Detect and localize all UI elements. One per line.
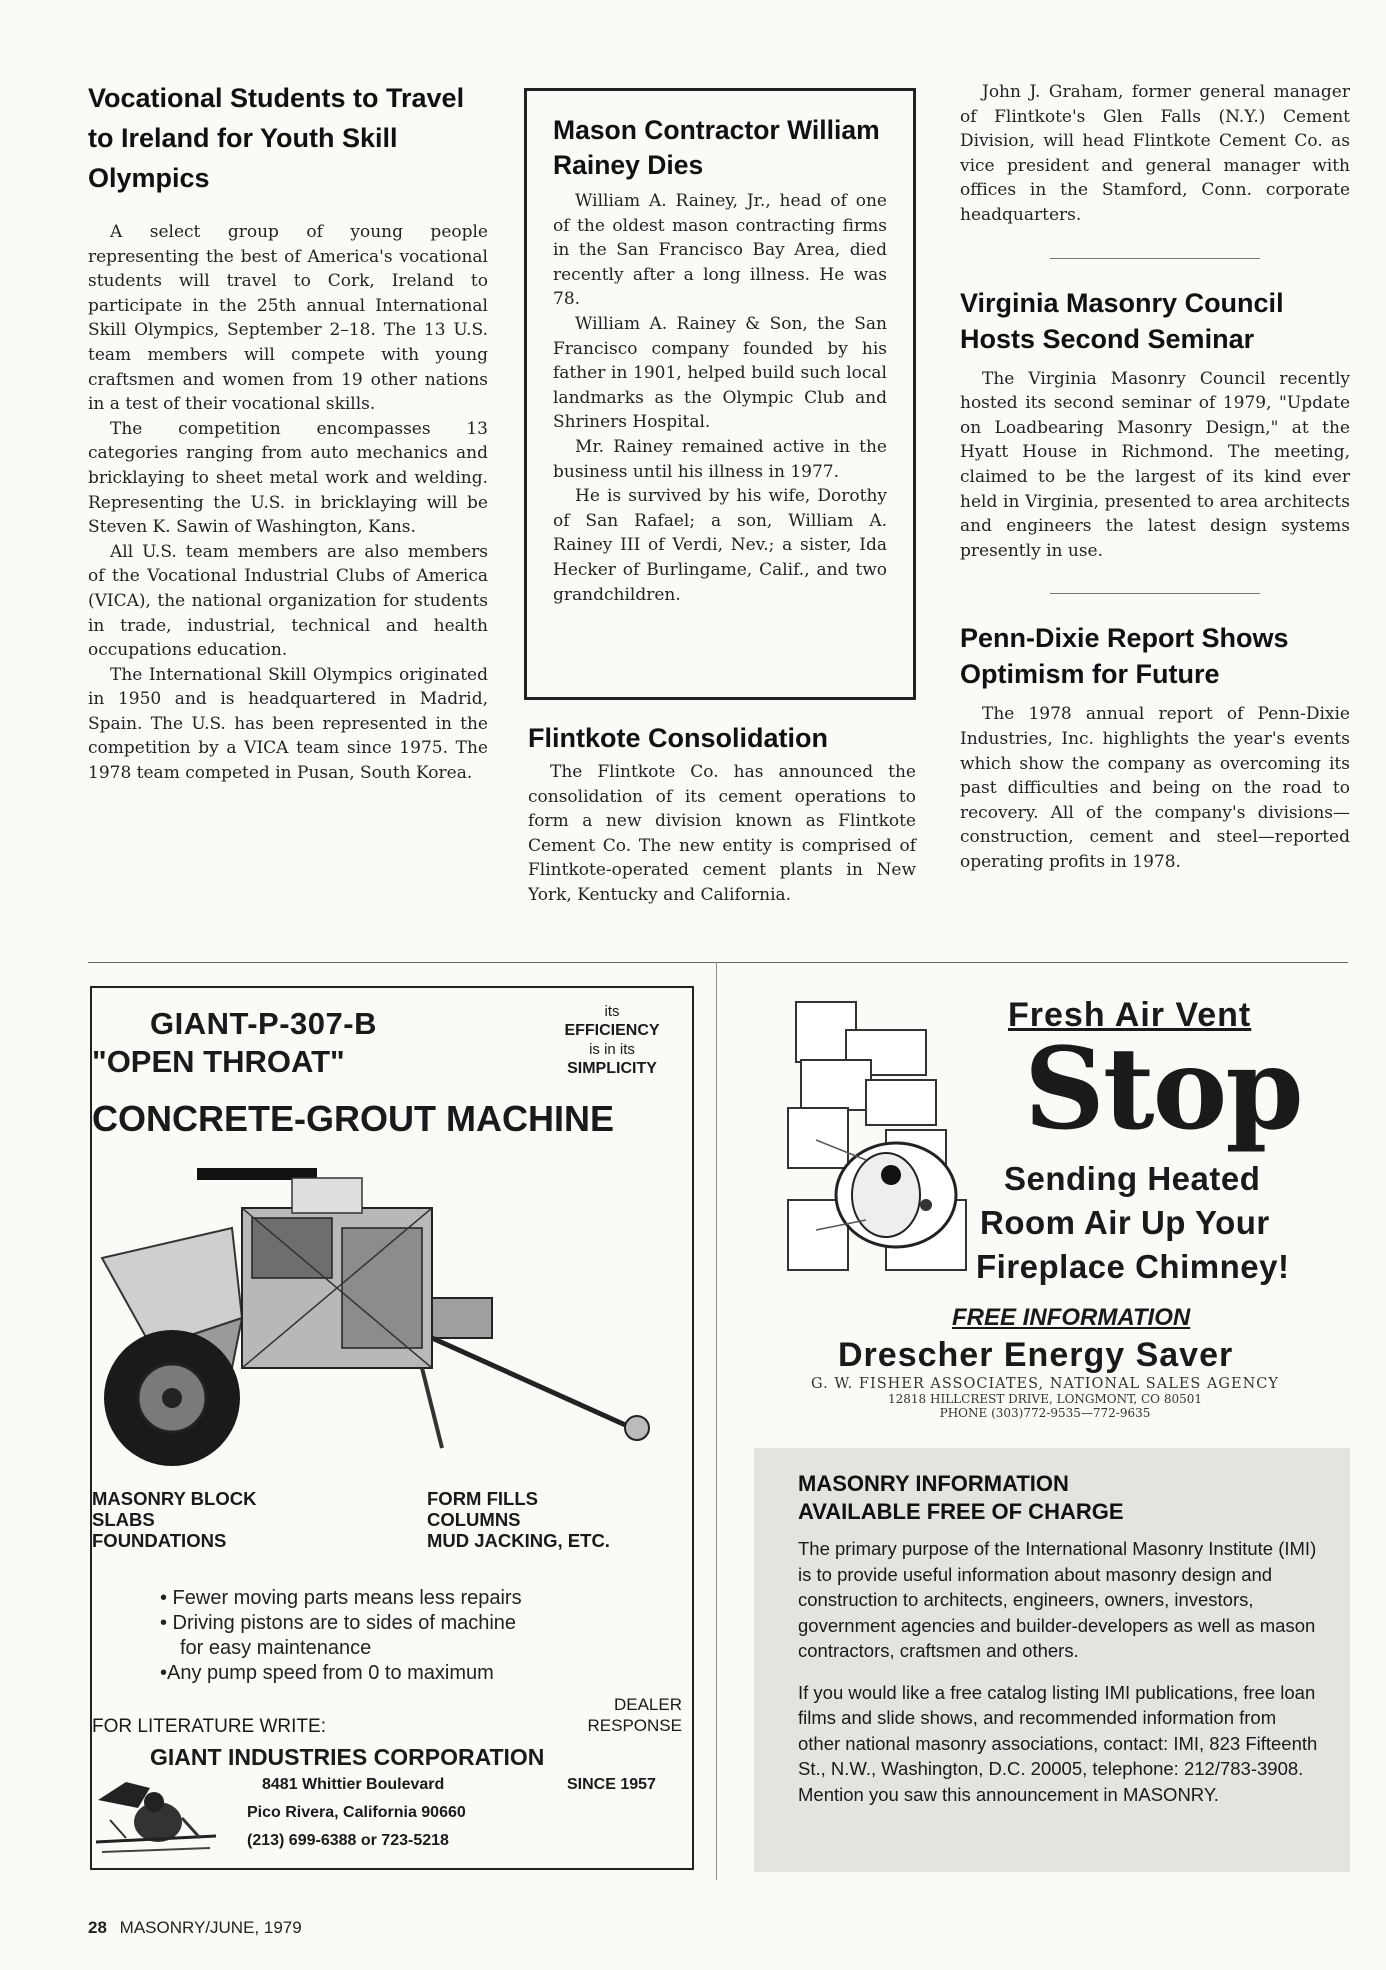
agency-info [740,1376,1350,1420]
use-item: FORM FILLS [427,1488,538,1509]
rainey-obituary-box [524,88,916,700]
vent-title: Fresh Air Vent [1008,996,1252,1034]
model-number: GIANT-P-307-B [150,1006,377,1041]
company-phone: (213) 699-6388 or 723-5218 [247,1832,449,1849]
divider [1050,593,1260,594]
article-flintkote-consolidation [528,720,916,908]
use-item: MUD JACKING, ETC. [427,1530,610,1551]
use-item: FOUNDATIONS [92,1530,227,1551]
publication-date: MASONRY/JUNE, 1979 [119,1918,302,1937]
imi-title [798,1470,1124,1526]
imi-title-line: AVAILABLE FREE OF CHARGE [798,1499,1124,1524]
paragraph: All U.S. team members are also members of the Vocational Industrial Clubs of America (VICA), the national organization for students in trade, industrial, technical and health occupations education. [88,541,488,661]
article-title: Flintkote Consolidation [528,723,828,753]
article-body [960,80,1350,228]
article-body [960,367,1350,564]
paragraph: He is survived by his wife, Dorothy of San Rafael; a son, William A. Rainey III of Verdi, Nev.; a sister, Ida Hecker of Burlingame, Calif., and two grandchildren. [553,486,887,605]
feature-item: • Driving pistons are to sides of machine [160,1612,517,1634]
paragraph: William A. Rainey & Son, the San Francisco company founded by his father in 1901, helped build such local landmarks as the Olympic Club and Shriners Hospital. [553,313,887,433]
column-divider [716,962,717,1880]
uses-left [92,1488,256,1551]
paragraph: The International Skill Olympics originated in 1950 and is headquartered in Madrid, Spain. The U.S. has been represented in the competition by a VICA team since 1975. The 1978 team competed in Pusan, South Korea. [88,664,488,784]
imi-body [798,1536,1318,1823]
efficiency-tagline [542,1002,682,1078]
since-year: SINCE 1957 [567,1776,656,1793]
feature-item: for easy maintenance [180,1637,372,1659]
paragraph: The Virginia Masonry Council recently hosted its second seminar of 1979, "Update on Loadbearing Masonry Design," at the Hyatt House in Richmond. The meeting, claimed to be the largest of its kind ever held in Virginia, presented to area architects and engineers the latest design systems presently in use. [960,368,1350,561]
free-information: FREE INFORMATION [952,1304,1191,1331]
section-divider [88,962,1348,963]
vent-line-2: Room Air Up Your [980,1204,1270,1241]
chimney-illustration [776,1000,976,1300]
open-throat: "OPEN THROAT" [92,1044,345,1079]
use-item: SLABS [92,1509,155,1530]
agency-street: 12818 HILLCREST DRIVE, LONGMONT, CO 80501 [888,1392,1202,1406]
paragraph: If you would like a free catalog listing IMI publications, free loan films and slide shows, and recommended information from other national masonry associations, contact: IMI, 823 Fifteenth St., N.W., Washington, D.C. 20005, telephone: 212/783-3908. Mention you saw this announcement in MASONRY. [798,1681,1318,1805]
article-title: Virginia Masonry Council Hosts Second Seminar [960,287,1284,354]
dealer-response [562,1694,682,1736]
tag-line: SIMPLICITY [567,1060,657,1077]
article-body [553,189,887,607]
feature-list [160,1586,660,1686]
stop-headline: Stop [1024,1024,1302,1155]
feature-item: •Any pump speed from 0 to maximum [160,1662,494,1684]
article-title: Mason Contractor William Rainey Dies [553,115,880,180]
literature-label: FOR LITERATURE WRITE: [92,1716,326,1737]
company-address: 8481 Whittier Boulevard [262,1776,445,1793]
use-item: MASONRY BLOCK [92,1488,257,1509]
giant-logo [96,1778,216,1860]
imi-info-box [754,1448,1350,1872]
grout-machine-photo [92,1148,688,1478]
divider [1050,258,1260,259]
feature-item: • Fewer moving parts means less repairs [160,1587,522,1609]
paragraph: A select group of young people representing the best of America's vocational students will travel to Cork, Ireland to participate in the 25th annual International Skill Olympics, September 2–18. The 13 U.S. team members will compete with young craftsmen and women from 19 other nations in a test of their vocational skills. [88,222,488,415]
machine-name: CONCRETE-GROUT MACHINE [92,1098,614,1139]
paragraph: William A. Rainey, Jr., head of one of the oldest mason contracting firms in the San Francisco Bay Area, died recently after a long illness. He was 78. [553,191,887,310]
imi-title-line: MASONRY INFORMATION [798,1471,1069,1496]
article-title: Vocational Students to Travel to Ireland for Youth Skill Olympics [88,83,465,193]
vent-line-1: Sending Heated [1004,1160,1261,1197]
article-body [528,760,916,908]
page-number: 28 [88,1918,107,1937]
tag-line: is in its [589,1041,635,1058]
use-item: COLUMNS [427,1509,521,1530]
page-footer [88,1918,302,1938]
column-3 [960,80,1350,874]
agency-name: G. W. FISHER ASSOCIATES, NATIONAL SALES AGENCY [811,1376,1279,1392]
dealer-line: RESPONSE [587,1716,682,1735]
paragraph: The Flintkote Co. has announced the consolidation of its cement operations to form a new division known as Flintkote Cement Co. The new entity is comprised of Flintkote-operated cement plants in New York, Kentucky and California. [528,762,916,905]
article-body [960,702,1350,874]
agency-phone: PHONE (303)772-9535—772-9635 [939,1406,1151,1420]
giant-machine-ad [90,986,694,1870]
paragraph: The 1978 annual report of Penn-Dixie Industries, Inc. highlights the year's events which show the company as overcoming its past difficulties and being on the road to recovery. All of the company's divisions—construction, cement and steel—reported operating profits in 1978. [960,704,1350,872]
tag-line: EFFICIENCY [564,1022,660,1039]
article-title: Penn-Dixie Report Shows Optimism for Future [960,623,1289,690]
article-body [88,220,488,786]
article-vocational-students [88,78,488,786]
company-city: Pico Rivera, California 90660 [247,1804,466,1821]
paragraph: John J. Graham, former general manager of Flintkote's Glen Falls (N.Y.) Cement Division, will head Flintkote Cement Co. as vice president and general manager with offices in the Stamford, Conn. corporate headquarters. [960,82,1350,225]
paragraph: Mr. Rainey remained active in the business until his illness in 1977. [553,436,887,482]
uses-right [427,1488,610,1551]
paragraph: The primary purpose of the International Masonry Institute (IMI) is to provide useful information about masonry design and construction to architects, engineers, owners, investors, government agencies and builder-developers as well as mason contractors, craftsmen and others. [798,1538,1317,1661]
company-name: GIANT INDUSTRIES CORPORATION [150,1744,545,1770]
drescher-brand: Drescher Energy Saver [838,1336,1234,1374]
tag-line: its [604,1003,620,1020]
vent-line-3: Fireplace Chimney! [976,1248,1290,1285]
paragraph: The competition encompasses 13 categories ranging from auto mechanics and bricklaying to sheet metal work and welding. Representing the U.S. in bricklaying will be Steven K. Sawin of Washington, Kans. [88,418,488,538]
dealer-line: DEALER [613,1695,682,1714]
